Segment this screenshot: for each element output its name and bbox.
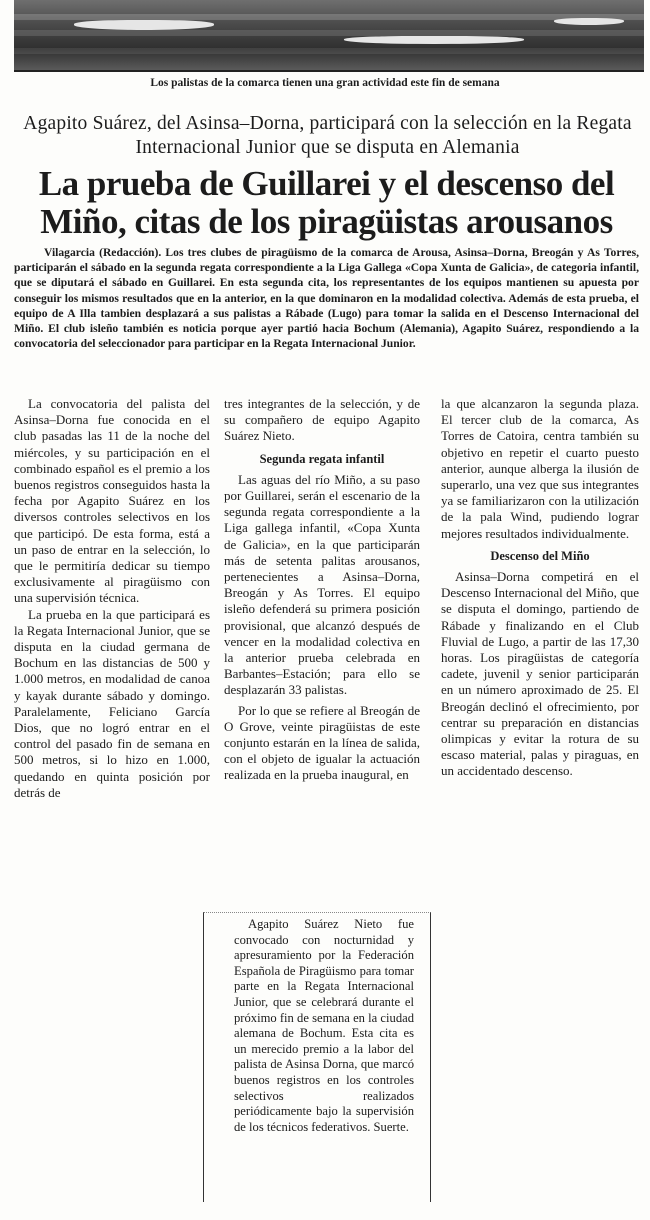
- body-paragraph: la que alcanzaron la segunda plaza. El tercer club de la comarca, As Torres de Catoira, centra también su objetivo en repetir el cuarto puesto anterior, aunque alberga la ilusión de superarlo, una vez que sus integrantes ya se familiarizaron con la utilización de la pala Wind, pudiendo lograr mejores resultados individualmente.: [441, 396, 639, 541]
- body-paragraph: Asinsa–Dorna competirá en el Descenso Internacional del Miño, que se disputa el domingo, partiendo de Rábade y finalizando en el Club Fluvial de Lugo, a partir de las 17,30 horas. Los piragüistas de categoría cadete, juvenil y senior participarán en un número aproximado de 25. El Breogán declinó el ofrecimiento, por centrar su preparación en distancias olimpicas y evitar la rotura de su escaso material, palas y piraguas, en un accidentado descenso.: [441, 569, 639, 779]
- body-paragraph: tres integrantes de la selección, y de su compañero de equipo Agapito Suárez Nieto.: [224, 396, 420, 444]
- article-headline: La prueba de Guillarei y el descenso del Miño, citas de los piragüistas arousanos: [38, 164, 615, 241]
- article-kicker: Agapito Suárez, del Asinsa–Dorna, participará con la selección en la Regata Internacional Junior que se disputa en Alemania: [23, 113, 632, 158]
- body-paragraph: Por lo que se refiere al Breogán de O Grove, veinte piragüistas de este conjunto estarán en la línea de salida, con el objeto de igualar la actuación realizada en la prueba inaugural, en: [224, 702, 420, 783]
- canoe-photo: [14, 0, 644, 72]
- article-lead: Vilagarcia (Redacción). Los tres clubes de piragüismo de la comarca de Arousa, Asinsa–Dorna, Breogán y As Torres, participarán el sábado en la segunda regata correspondiente a la Liga Gallega «Copa Xunta de Galicia», de categoria infantil, que se diputará el sábado en Guillarei. En esta segunda cita, los representantes de los equipos mantienen su apuesta por conseguir los mismos resultados que en la anterior, en la que dominaron en la modalidad colectiva. Además de esta prueba, el equipo de A Illa tambien desplazará a sus palistas a Rábade (Lugo) para tomar la salida en el Descenso Internacional del Miño. El club isleño también es noticia porque ayer partió hacia Bochum (Alemania), Agapito Suárez, respondiendo a la convocatoria del seleccionador para participar en la Regata Internacional Junior.: [14, 246, 639, 351]
- section-subhead: Descenso del Miño: [490, 548, 590, 563]
- section-subhead: Segunda regata infantil: [259, 451, 385, 466]
- photo-caption: Los palistas de la comarca tienen una gran actividad este fin de semana: [150, 77, 500, 89]
- sidebar-box: [203, 912, 431, 1202]
- body-column-1: [14, 396, 210, 801]
- body-paragraph: La prueba en la que participará es la Regata Internacional Junior, que se disputa en la ciudad germana de Bochum en las distancias de 500 y 1.000 metros, en modalidad de canoa y kayak durante sábado y domingo. Paralelamente, Feliciano García Dios, que no logró entrar en el control del pasado fin de semana en 500 metros, si lo hizo en 1.000, quedando en quinta posición por detrás de: [14, 606, 210, 800]
- body-paragraph: La convocatoria del palista del Asinsa–Dorna fue conocida en el club pasadas las 11 de la noche del miércoles, y su participación en el combinado español es el premio a los buenos registros conseguidos hasta la fecha por Agapito Suárez en los diversos controles selectivos en los que participó. De esta forma, está a un paso de entrar en la selección, lo que le permitiría dedicar su tiempo exclusivamente al piragüismo con una supervisión técnica.: [14, 396, 210, 606]
- body-column-2: [224, 396, 420, 784]
- body-column-3: [441, 396, 639, 780]
- body-paragraph: Las aguas del río Miño, a su paso por Guillarei, serán el escenario de la segunda regata correspondiente a la Liga gallega infantil, «Copa Xunta de Galicia», en la que participarán más de setenta palitas arousanos, pertenecientes a Asinsa–Dorna, Breogán y As Torres. El equipo isleño defenderá su primera posición provisional, que alcanzó después de vencer en la modalidad colectiva en la anterior prueba celebrada en Barbantes–Estación; para ello se desplazarán 33 palistas.: [224, 471, 420, 698]
- sidebar-text: Agapito Suárez Nieto fue convocado con nocturnidad y apresuramiento por la Federación Española de Piragüismo para tomar parte en la Regata Internacional Junior, que se celebrará durante el próximo fin de semana en la ciudad alemana de Bochum. Esta cita es un merecido premio a la labor del palista de Asinsa Dorna, que marcó buenos registros en los controles selectivos realizados periódicamente bajo la supervisión de los técnicos federativos. Suerte.: [234, 917, 414, 1134]
